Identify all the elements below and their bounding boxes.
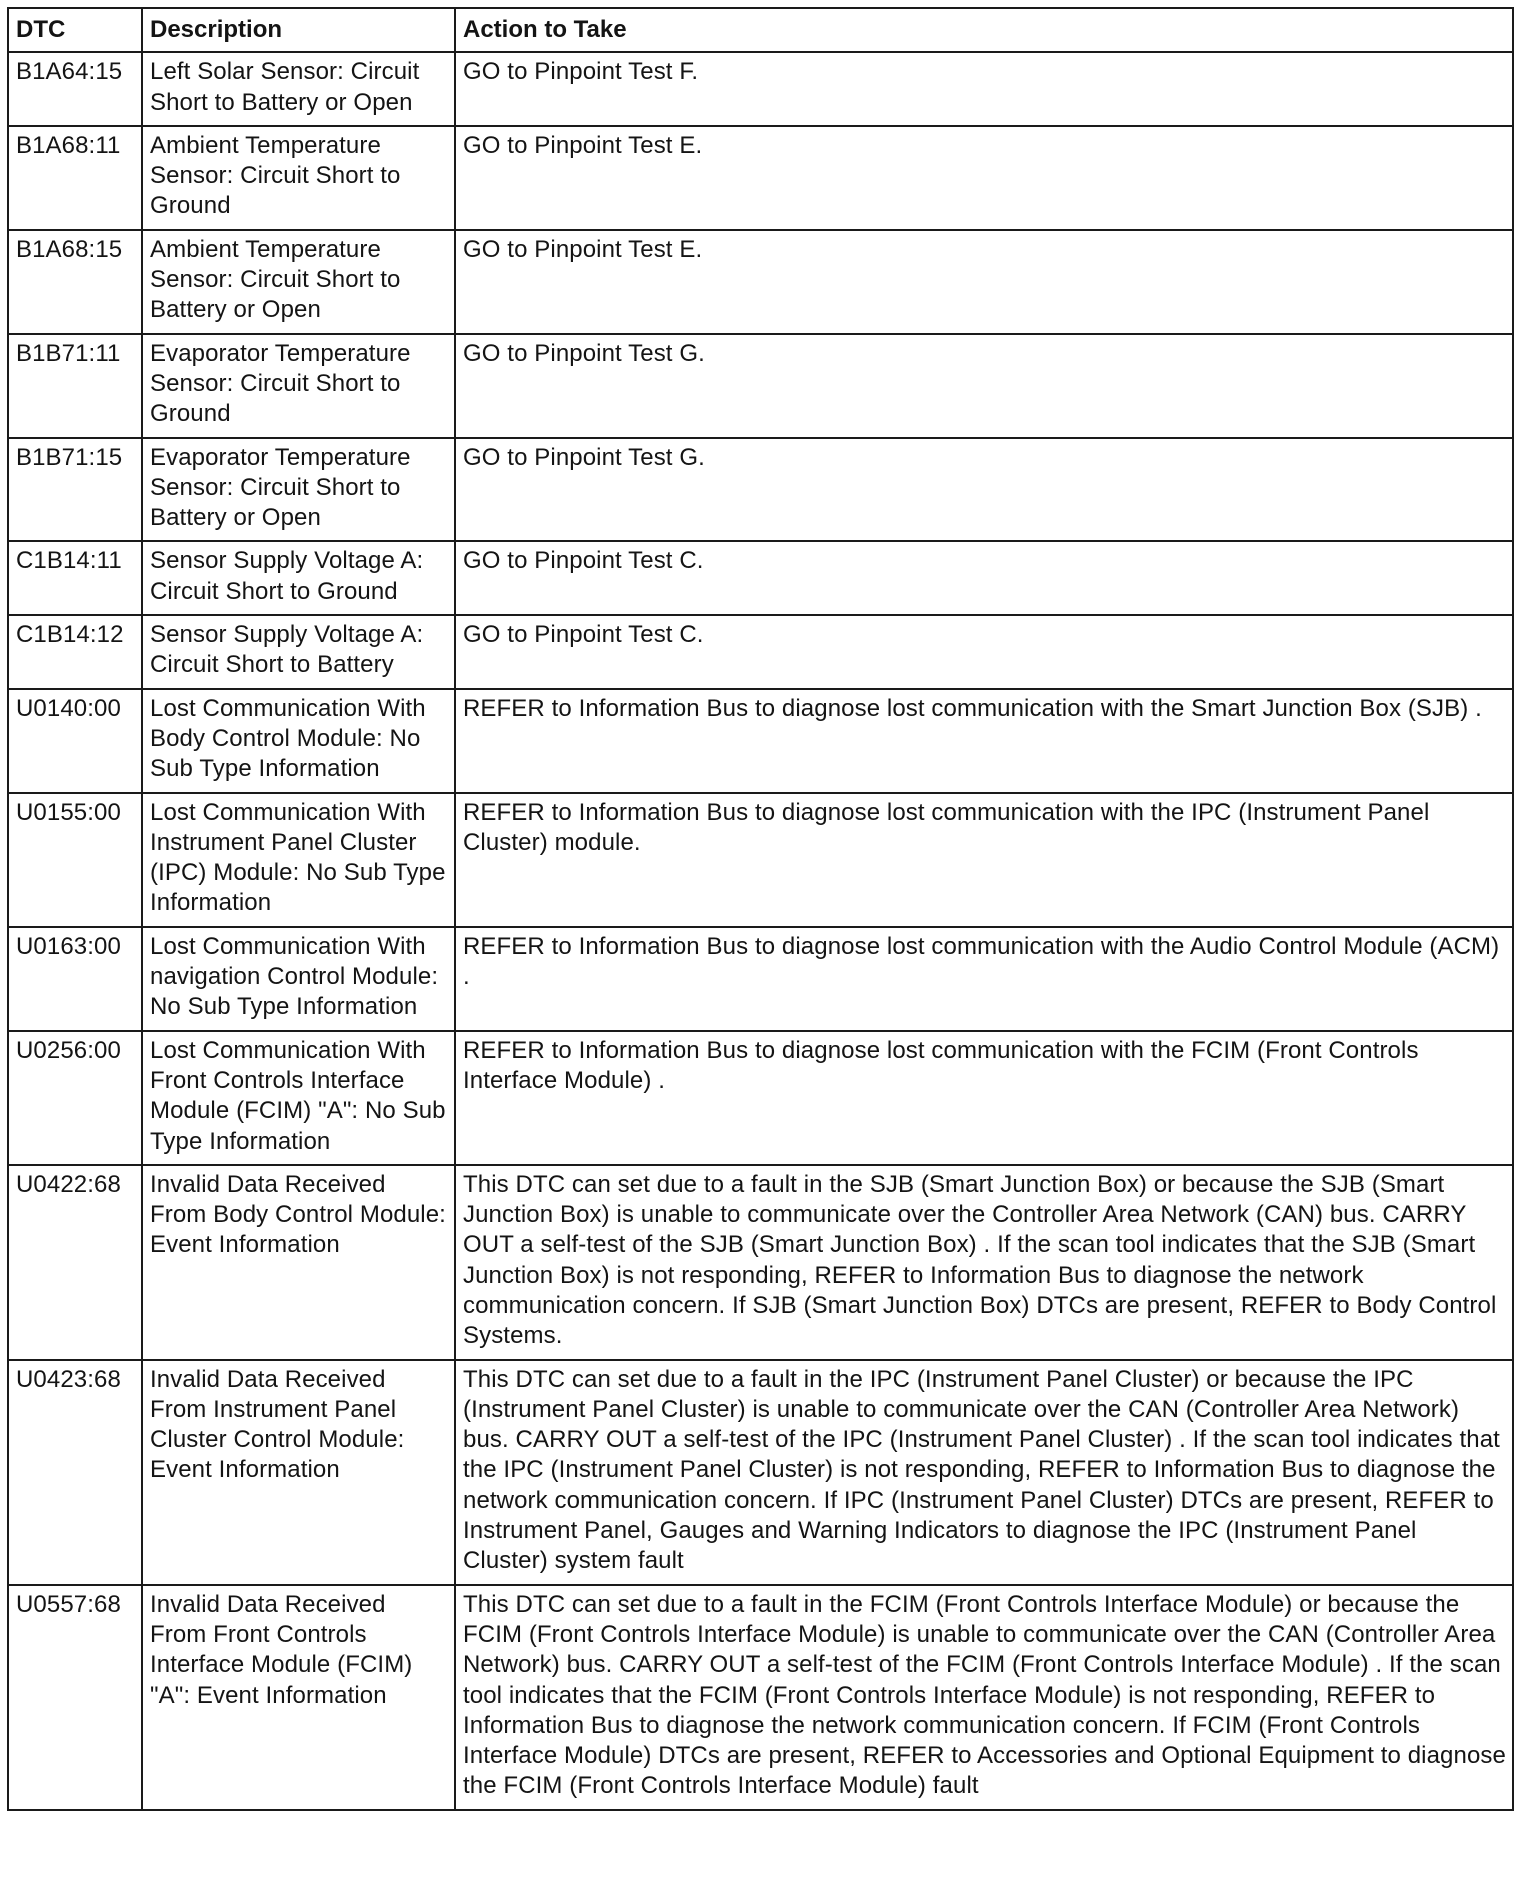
cell-action: GO to Pinpoint Test G.	[455, 438, 1513, 542]
cell-action: REFER to Information Bus to diagnose lost communication with the Smart Junction Box (SJB) .	[455, 689, 1513, 793]
cell-dtc: B1B71:11	[8, 334, 142, 438]
table-row	[8, 793, 1513, 927]
table-row	[8, 52, 1513, 126]
table-row	[8, 927, 1513, 1031]
table-row	[8, 1585, 1513, 1810]
cell-action: GO to Pinpoint Test C.	[455, 615, 1513, 689]
cell-action: GO to Pinpoint Test E.	[455, 230, 1513, 334]
cell-action: REFER to Information Bus to diagnose lost communication with the IPC (Instrument Panel Cluster) module.	[455, 793, 1513, 927]
header-action: Action to Take	[455, 8, 1513, 52]
cell-description: Ambient Temperature Sensor: Circuit Short to Battery or Open	[142, 230, 455, 334]
table-row	[8, 334, 1513, 438]
cell-description: Invalid Data Received From Body Control Module: Event Information	[142, 1165, 455, 1360]
table-body	[8, 52, 1513, 1809]
cell-description: Lost Communication With Front Controls Interface Module (FCIM) "A": No Sub Type Information	[142, 1031, 455, 1165]
dtc-table	[7, 7, 1514, 1811]
cell-description: Lost Communication With navigation Control Module: No Sub Type Information	[142, 927, 455, 1031]
cell-action: This DTC can set due to a fault in the IPC (Instrument Panel Cluster) or because the IPC (Instrument Panel Cluster) is unable to communicate over the CAN (Controller Area Network) bus. CARRY OUT a self-test of the IPC (Instrument Panel Cluster) . If the scan tool indicates that the IPC (Instrument Panel Cluster) is not responding, REFER to Information Bus to diagnose the network communication concern. If IPC (Instrument Panel Cluster) DTCs are present, REFER to Instrument Panel, Gauges and Warning Indicators to diagnose the IPC (Instrument Panel Cluster) system fault	[455, 1360, 1513, 1585]
cell-description: Evaporator Temperature Sensor: Circuit Short to Battery or Open	[142, 438, 455, 542]
cell-description: Lost Communication With Instrument Panel Cluster (IPC) Module: No Sub Type Information	[142, 793, 455, 927]
cell-action: GO to Pinpoint Test G.	[455, 334, 1513, 438]
cell-dtc: B1A64:15	[8, 52, 142, 126]
header-row	[8, 8, 1513, 52]
cell-description: Evaporator Temperature Sensor: Circuit Short to Ground	[142, 334, 455, 438]
cell-dtc: B1A68:11	[8, 126, 142, 230]
cell-description: Left Solar Sensor: Circuit Short to Battery or Open	[142, 52, 455, 126]
table-row	[8, 230, 1513, 334]
cell-dtc: B1A68:15	[8, 230, 142, 334]
cell-action: GO to Pinpoint Test E.	[455, 126, 1513, 230]
cell-action: REFER to Information Bus to diagnose lost communication with the Audio Control Module (ACM) .	[455, 927, 1513, 1031]
cell-action: This DTC can set due to a fault in the FCIM (Front Controls Interface Module) or because the FCIM (Front Controls Interface Module) is unable to communicate over the CAN (Controller Area Network) bus. CARRY OUT a self-test of the FCIM (Front Controls Interface Module) . If the scan tool indicates that the FCIM (Front Controls Interface Module) is not responding, REFER to Information Bus to diagnose the network communication concern. If FCIM (Front Controls Interface Module) DTCs are present, REFER to Accessories and Optional Equipment to diagnose the FCIM (Front Controls Interface Module) fault	[455, 1585, 1513, 1810]
cell-description: Invalid Data Received From Instrument Panel Cluster Control Module: Event Information	[142, 1360, 455, 1585]
cell-dtc: C1B14:11	[8, 541, 142, 615]
cell-dtc: U0163:00	[8, 927, 142, 1031]
table-row	[8, 1165, 1513, 1360]
cell-description: Ambient Temperature Sensor: Circuit Short to Ground	[142, 126, 455, 230]
cell-dtc: B1B71:15	[8, 438, 142, 542]
table-row	[8, 126, 1513, 230]
cell-description: Invalid Data Received From Front Controls Interface Module (FCIM) "A": Event Information	[142, 1585, 455, 1810]
cell-dtc: U0422:68	[8, 1165, 142, 1360]
header-dtc: DTC	[8, 8, 142, 52]
header-description: Description	[142, 8, 455, 52]
cell-dtc: U0423:68	[8, 1360, 142, 1585]
table-row	[8, 1360, 1513, 1585]
cell-dtc: U0140:00	[8, 689, 142, 793]
cell-description: Lost Communication With Body Control Module: No Sub Type Information	[142, 689, 455, 793]
table-row	[8, 615, 1513, 689]
cell-dtc: U0557:68	[8, 1585, 142, 1810]
table-header	[8, 8, 1513, 52]
cell-action: GO to Pinpoint Test F.	[455, 52, 1513, 126]
table-row	[8, 541, 1513, 615]
cell-dtc: U0155:00	[8, 793, 142, 927]
cell-action: REFER to Information Bus to diagnose lost communication with the FCIM (Front Controls Interface Module) .	[455, 1031, 1513, 1165]
cell-dtc: C1B14:12	[8, 615, 142, 689]
cell-action: GO to Pinpoint Test C.	[455, 541, 1513, 615]
table-row	[8, 689, 1513, 793]
cell-action: This DTC can set due to a fault in the SJB (Smart Junction Box) or because the SJB (Smart Junction Box) is unable to communicate over the Controller Area Network (CAN) bus. CARRY OUT a self-test of the SJB (Smart Junction Box) . If the scan tool indicates that the SJB (Smart Junction Box) is not responding, REFER to Information Bus to diagnose the network communication concern. If SJB (Smart Junction Box) DTCs are present, REFER to Body Control Systems.	[455, 1165, 1513, 1360]
table-row	[8, 438, 1513, 542]
cell-description: Sensor Supply Voltage A: Circuit Short to Battery	[142, 615, 455, 689]
table-row	[8, 1031, 1513, 1165]
cell-dtc: U0256:00	[8, 1031, 142, 1165]
cell-description: Sensor Supply Voltage A: Circuit Short to Ground	[142, 541, 455, 615]
